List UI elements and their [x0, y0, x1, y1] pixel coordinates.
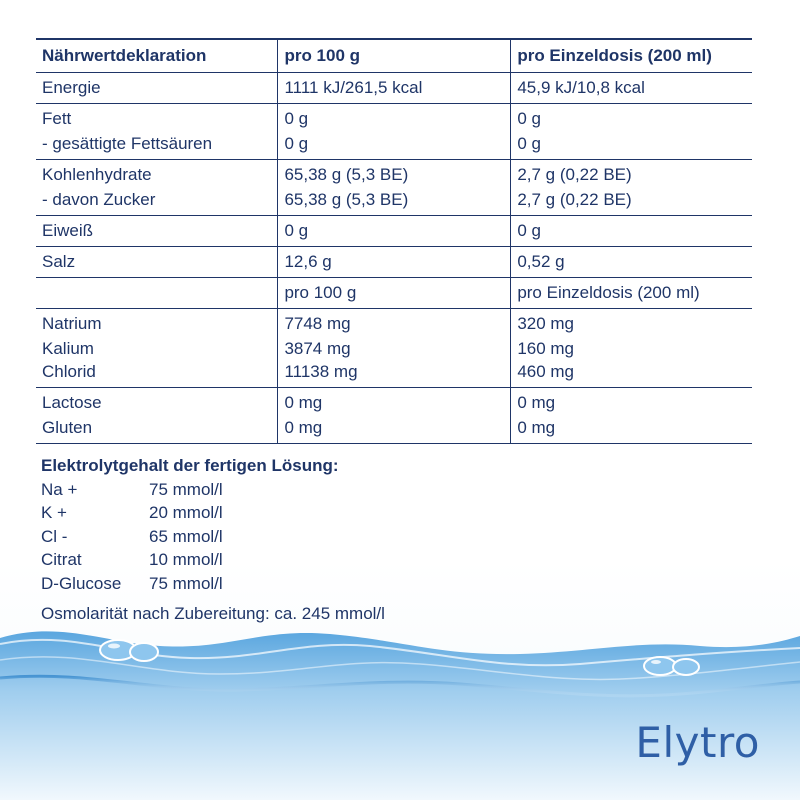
- row-per-100g: 1111 kJ/261,5 kcal: [278, 73, 511, 104]
- row-per-100g: 0 g: [278, 132, 511, 160]
- row-per-dose: 0 mg: [511, 416, 752, 444]
- row-per-100g: 65,38 g (5,3 BE): [278, 188, 511, 216]
- row-per-dose: 0,52 g: [511, 247, 752, 278]
- electrolyte-row: [41, 572, 385, 596]
- header-per-dose: pro Einzeldosis (200 ml): [511, 39, 752, 73]
- header-per-100g: pro 100 g: [278, 39, 511, 73]
- row-per-dose: 0 g: [511, 216, 752, 247]
- row-per-100g: 3874 mg: [278, 337, 511, 360]
- brand-logo: Elytro: [635, 718, 760, 767]
- table-subheader-row: [36, 278, 752, 309]
- row-label: Natrium: [42, 314, 102, 333]
- electrolyte-value: 65 mmol/l: [149, 526, 223, 546]
- table-row-zucker: [36, 188, 752, 216]
- row-label: Kalium: [42, 338, 94, 358]
- electrolyte-value: 10 mmol/l: [149, 550, 223, 569]
- header-label: Nährwertdeklaration: [42, 46, 207, 65]
- row-per-dose: 460 mg: [511, 360, 752, 388]
- osmolarity-note: Osmolarität nach Zubereitung: ca. 245 mmol/l: [41, 604, 385, 623]
- table-row-energie: [36, 73, 752, 104]
- row-label: Chlorid: [42, 362, 96, 381]
- table-header-row: [36, 39, 752, 73]
- subheader-empty: [36, 278, 278, 309]
- electrolyte-name: K +: [41, 503, 67, 522]
- table-row-lactose: [36, 388, 752, 417]
- subheader-per-dose: pro Einzeldosis (200 ml): [511, 278, 752, 309]
- electrolyte-name: D-Glucose: [41, 573, 122, 593]
- row-per-dose: 2,7 g (0,22 BE): [511, 160, 752, 189]
- electrolyte-heading: Elektrolytgehalt der fertigen Lösung:: [41, 456, 339, 475]
- electrolyte-value: 75 mmol/l: [149, 573, 223, 593]
- row-per-dose: 0 g: [511, 132, 752, 160]
- row-label: Fett: [42, 109, 72, 128]
- row-per-100g: 0 g: [278, 104, 511, 133]
- table-row-fettsaeuren: [36, 132, 752, 160]
- row-per-100g: 0 mg: [278, 388, 511, 417]
- electrolyte-name: Citrat: [41, 550, 82, 569]
- row-label: Energie: [42, 78, 101, 97]
- table-row-gluten: [36, 416, 752, 444]
- row-per-100g: 7748 mg: [278, 309, 511, 338]
- electrolyte-name: Na +: [41, 479, 78, 499]
- row-label: - davon Zucker: [42, 190, 156, 209]
- row-per-dose: 2,7 g (0,22 BE): [511, 188, 752, 216]
- table-row-chlorid: [36, 360, 752, 388]
- water-bubble-left: [100, 640, 158, 661]
- electrolyte-name: Cl -: [41, 526, 68, 546]
- row-per-100g: 11138 mg: [278, 360, 511, 388]
- table-row-fett: [36, 104, 752, 133]
- water-wave-illustration: [0, 600, 800, 800]
- row-per-100g: 0 g: [278, 216, 511, 247]
- electrolyte-row: [41, 525, 385, 549]
- row-label: - gesättigte Fettsäuren: [42, 134, 213, 153]
- table-row-salz: [36, 247, 752, 278]
- water-bubble-right: [644, 657, 699, 675]
- electrolyte-row: [41, 478, 385, 502]
- table-row-kohlenhydrate: [36, 160, 752, 189]
- electrolyte-value: 20 mmol/l: [149, 503, 223, 522]
- row-label: Lactose: [42, 393, 102, 412]
- row-label: Kohlenhydrate: [42, 165, 152, 184]
- row-per-dose: 0 mg: [511, 388, 752, 417]
- nutrition-table: [36, 38, 752, 444]
- row-per-100g: 65,38 g (5,3 BE): [278, 160, 511, 189]
- row-per-dose: 45,9 kJ/10,8 kcal: [511, 73, 752, 104]
- subheader-per-100g: pro 100 g: [278, 278, 511, 309]
- row-per-dose: 0 g: [511, 104, 752, 133]
- row-per-dose: 160 mg: [511, 337, 752, 360]
- electrolyte-value: 75 mmol/l: [149, 479, 223, 499]
- row-per-100g: 0 mg: [278, 416, 511, 444]
- electrolyte-row: [41, 501, 385, 525]
- table-row-eiweiss: [36, 216, 752, 247]
- row-label: Eiweiß: [42, 221, 94, 240]
- table-row-kalium: [36, 337, 752, 360]
- row-label: Salz: [42, 252, 76, 271]
- row-per-dose: 320 mg: [511, 309, 752, 338]
- electrolyte-row: [41, 548, 385, 572]
- row-label: Gluten: [42, 418, 93, 437]
- table-row-natrium: [36, 309, 752, 338]
- row-per-100g: 12,6 g: [278, 247, 511, 278]
